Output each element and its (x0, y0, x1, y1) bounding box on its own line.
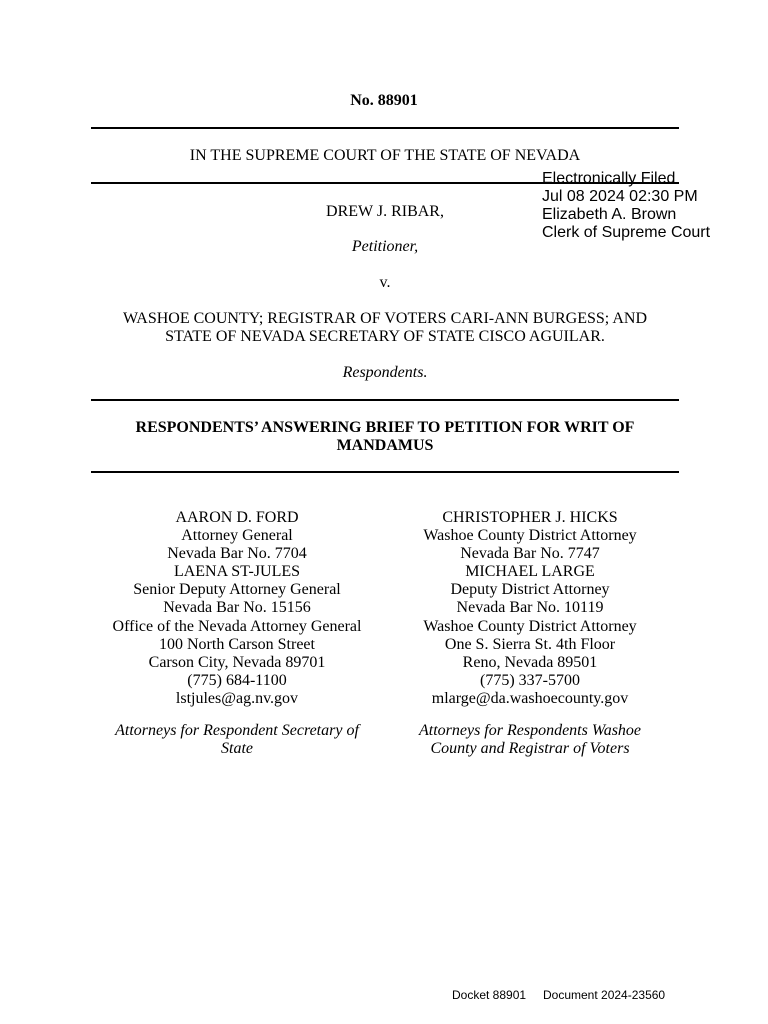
title-bottom-divider (91, 471, 679, 473)
counsel-right-line: One S. Sierra St. 4th Floor (444, 635, 616, 653)
counsel-left-line: Attorney General (181, 527, 293, 545)
counsel-left-line: (775) 684-1100 (187, 671, 287, 689)
filing-stamp-line1: Electronically Filed (542, 170, 676, 187)
counsel-right-line: Washoe County District Attorney (423, 617, 637, 635)
respondents-role: Respondents. (342, 364, 428, 381)
counsel-left-line: Office of the Nevada Attorney General (112, 617, 362, 635)
filing-stamp-line4: Clerk of Supreme Court (542, 224, 711, 241)
title-top-divider (91, 399, 679, 401)
counsel-left-line: LAENA ST-JULES (173, 563, 301, 581)
respondents-line-1: WASHOE COUNTY; REGISTRAR OF VOTERS CARI-ANN BURGESS; AND (122, 310, 648, 327)
counsel-left-line: Nevada Bar No. 15156 (163, 599, 311, 617)
counsel-left-line: Senior Deputy Attorney General (133, 581, 341, 599)
counsel-right-block (385, 509, 675, 758)
brief-title (92, 419, 678, 455)
brief-title-line-1: RESPONDENTS’ ANSWERING BRIEF TO PETITION FOR WRIT OF (135, 419, 635, 436)
counsel-left-role (92, 722, 382, 758)
counsel-left-block (92, 509, 382, 758)
counsel-right-line: MICHAEL LARGE (465, 563, 595, 581)
counsel-left-line: 100 North Carson Street (159, 635, 315, 653)
counsel-right-role-line-1: Attorneys for Respondents Washoe (418, 722, 642, 740)
document-number: Document 2024-23560 (543, 988, 666, 1002)
counsel-left-role-line-2: State (221, 740, 253, 758)
counsel-left-line: Carson City, Nevada 89701 (148, 653, 326, 671)
counsel-right-role-line-2: County and Registrar of Voters (430, 740, 630, 758)
petitioner-role: Petitioner, (351, 238, 419, 255)
counsel-left-line: AARON D. FORD (175, 509, 299, 526)
counsel-right-line: Nevada Bar No. 7747 (460, 545, 600, 563)
court-title: IN THE SUPREME COURT OF THE STATE OF NEVADA (189, 147, 581, 164)
petitioner-name: DREW J. RIBAR, (326, 203, 444, 220)
top-divider (91, 127, 679, 129)
brief-title-line-2: MANDAMUS (336, 437, 434, 454)
case-number: No. 88901 (350, 92, 418, 109)
versus-label: v. (379, 274, 391, 291)
counsel-right-role (385, 722, 675, 758)
counsel-right-line: CHRISTOPHER J. HICKS (442, 509, 618, 526)
counsel-right-email: mlarge@da.washoecounty.gov (431, 689, 629, 707)
filing-stamp-line2: Jul 08 2024 02:30 PM (542, 188, 698, 205)
docket-number: Docket 88901 (452, 988, 527, 1002)
counsel-left-line: Nevada Bar No. 7704 (167, 545, 307, 563)
counsel-left-email: lstjules@ag.nv.gov (175, 689, 299, 707)
counsel-right-line: Washoe County District Attorney (423, 527, 637, 545)
counsel-left-role-line-1: Attorneys for Respondent Secretary of (115, 722, 359, 740)
counsel-right-line: Nevada Bar No. 10119 (456, 599, 604, 617)
counsel-right-line: Deputy District Attorney (450, 581, 610, 599)
respondents-line-2: STATE OF NEVADA SECRETARY OF STATE CISCO AGUILAR. (165, 328, 605, 345)
counsel-right-line: (775) 337-5700 (480, 671, 580, 689)
counsel-right-line: Reno, Nevada 89501 (462, 653, 598, 671)
respondents-names (80, 310, 690, 346)
filing-stamp-line3: Elizabeth A. Brown (542, 206, 677, 223)
